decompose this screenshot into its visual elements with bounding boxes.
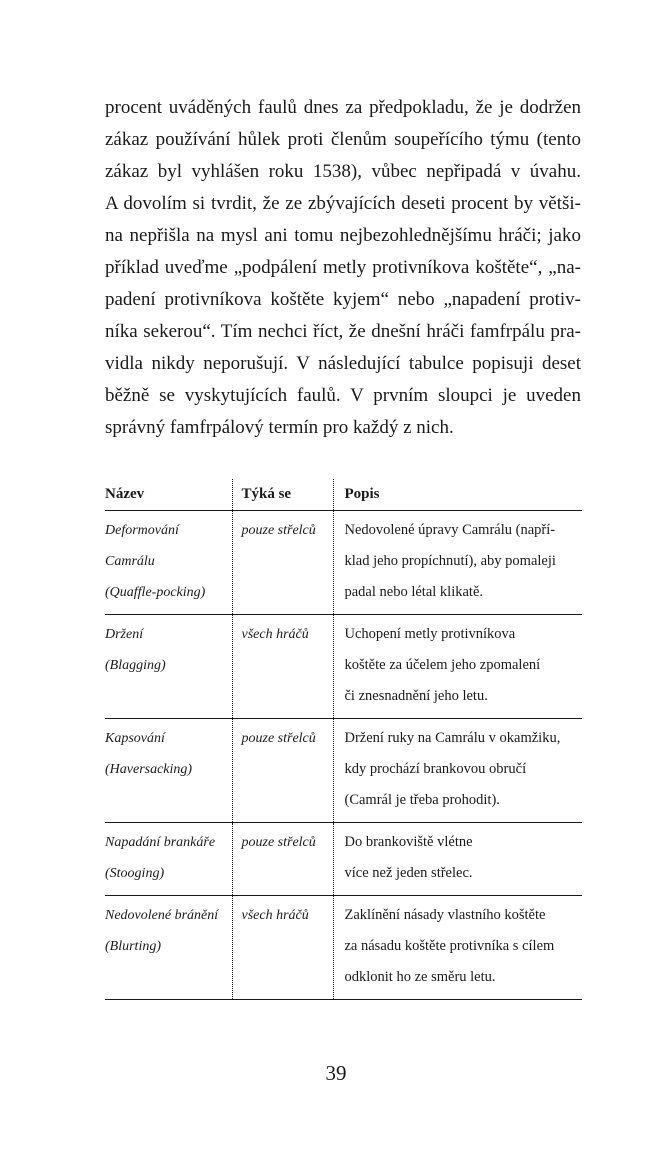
table-header-row [105,479,582,511]
foul-name-cell [105,896,232,1000]
description-line: odklonit ho ze směru letu. [344,969,496,985]
description-line: (Camrál je třeba prohodit). [344,792,500,808]
fouls-table [105,479,582,1000]
applies-to-cell: pouze střelců [232,719,333,823]
applies-to-cell: pouze střelců [232,823,333,896]
body-paragraph [105,92,581,444]
foul-name-line: Držení [105,627,144,642]
table-row [105,615,582,719]
column-header-description: Popis [333,479,582,511]
foul-name-line: Nedovolené bránění [105,908,219,923]
applies-to-cell: pouze střelců [232,511,333,615]
description-line: padal nebo létal klikatě. [344,584,484,600]
description-line: Držení ruky na Camrálu v okamžiku, [344,730,561,746]
description-line: Do brankoviště vlétne [344,834,473,850]
description-line: Uchopení metly protivníkova [344,626,516,642]
foul-name-line: Camrálu [105,554,155,569]
foul-english-name: (Quaffle-pocking) [105,585,206,600]
paragraph-line: na nepřišla na mysl ani tomu nejbezohlednějšímu hráči; jako [105,225,581,246]
foul-english-name: (Stooging) [105,866,165,881]
description-line: Nedovolené úpravy Camrálu (napří- [344,522,556,538]
description-cell [333,823,582,896]
column-header-name: Název [105,479,232,511]
description-line: či znesnadnění jeho letu. [344,688,488,704]
description-line: více než jeden střelec. [344,865,473,881]
description-line: klad jeho propíchnutí), aby pomaleji [344,553,556,569]
description-line: Zaklínění násady vlastního koštěte [344,907,546,923]
foul-name-line: Kapsování [105,731,165,746]
table-row [105,511,582,615]
paragraph-line: správný famfrpálový termín pro každý z nich. [105,417,454,438]
table-row [105,896,582,1000]
foul-name-line: Deformování [105,523,179,538]
foul-english-name: (Blagging) [105,658,166,673]
foul-name-cell [105,511,232,615]
description-line: kdy prochází brankovou obručí [344,761,527,777]
paragraph-line: A dovolím si tvrdit, že ze zbývajících deseti procent by větši- [105,193,581,214]
foul-name-cell [105,823,232,896]
description-cell [333,719,582,823]
description-cell [333,615,582,719]
description-cell [333,896,582,1000]
column-header-applies: Týká se [232,479,333,511]
foul-english-name: (Haversacking) [105,762,193,777]
paragraph-line: příklad uveďme „podpálení metly protivníkova koštěte“, „na- [105,257,581,278]
table-row [105,719,582,823]
applies-to-cell: všech hráčů [232,896,333,1000]
foul-name-cell [105,615,232,719]
paragraph-line: zákaz byl vyhlášen roku 1538), vůbec nepřipadá v úvahu. [105,161,581,182]
table-row [105,823,582,896]
description-line: za násadu koštěte protivníka s cílem [344,938,555,954]
description-line: koštěte za účelem jeho zpomalení [344,657,541,673]
paragraph-line: vidla nikdy neporušují. V následující tabulce popisuji deset [105,353,581,374]
paragraph-line: zákaz používání hůlek proti členům soupeřícího týmu (tento [105,129,581,150]
paragraph-line: procent uváděných faulů dnes za předpokladu, že je dodržen [105,97,581,118]
foul-english-name: (Blurting) [105,939,161,954]
applies-to-cell: všech hráčů [232,615,333,719]
foul-name-cell [105,719,232,823]
description-cell [333,511,582,615]
page-number: 39 [325,1061,347,1085]
paragraph-line: běžně se vyskytujících faulů. V prvním sloupci je uveden [105,385,581,406]
paragraph-line: níka sekerou“. Tím nechci říct, že dnešní hráči famfrpálu pra- [105,321,581,342]
paragraph-line: padení protivníkova koštěte kyjem“ nebo „napadení protiv- [105,289,581,310]
foul-name-line: Napadání brankáře [105,835,216,850]
